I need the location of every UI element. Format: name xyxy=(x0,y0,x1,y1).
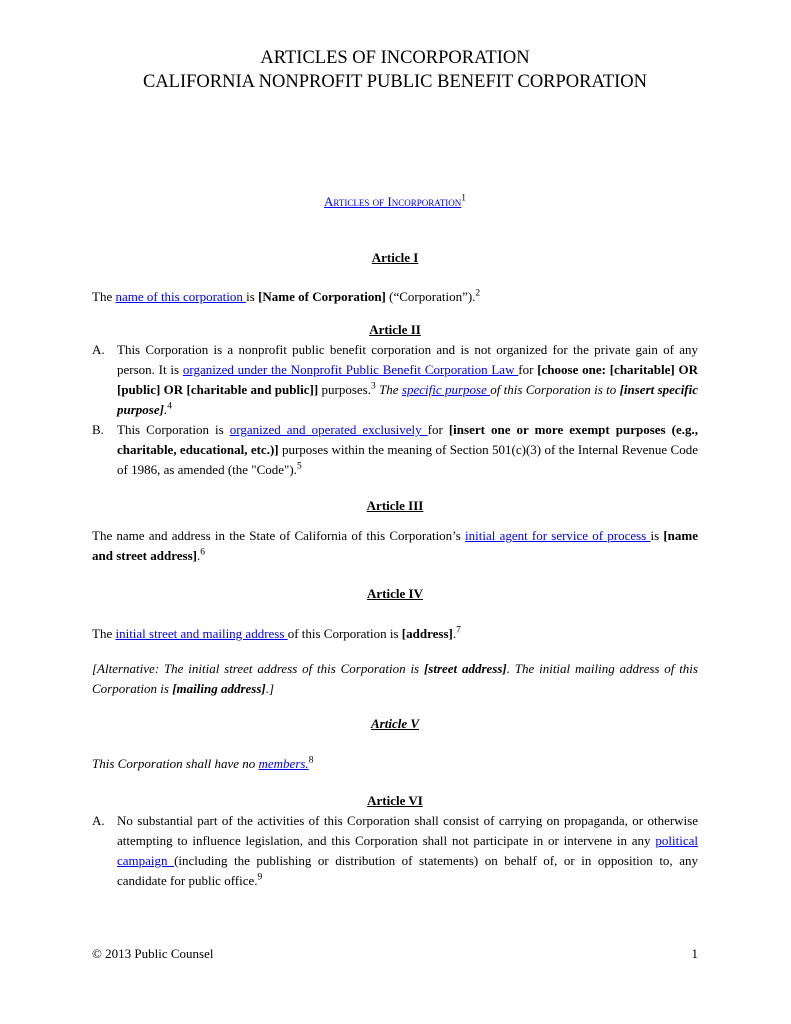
text-run: [insert specific purpose] xyxy=(117,382,699,417)
article-v-paragraph xyxy=(92,754,698,774)
hyperlink[interactable]: Articles of Incorporation xyxy=(324,194,462,209)
document-title-line1: ARTICLES OF INCORPORATION xyxy=(260,48,530,68)
heading-article-iv-text: Article IV xyxy=(367,586,423,601)
text-run: is xyxy=(246,289,259,304)
footnote-ref: 4 xyxy=(167,401,172,412)
document-title-line2: CALIFORNIA NONPROFIT PUBLIC BENEFIT CORPORATION xyxy=(142,72,648,92)
page-footer xyxy=(92,944,698,964)
text-run: (including the publishing or distribution of statements) on behalf of, or in opposition to, any candidate for public office. xyxy=(117,853,698,888)
text-run: (“Corporation”). xyxy=(385,289,476,304)
hyperlink[interactable]: specific purpose xyxy=(401,382,491,397)
text-run: The xyxy=(379,382,402,397)
footer-copyright: © 2013 Public Counsel xyxy=(92,946,214,961)
text-run: The xyxy=(92,626,116,641)
text-run: [name and street address] xyxy=(92,528,699,563)
article-ii-item-a-text xyxy=(117,342,698,417)
text-run: [Name of Corporation] xyxy=(258,289,386,304)
heading-article-iv xyxy=(92,584,698,604)
document-title xyxy=(92,46,698,94)
heading-article-ii xyxy=(92,320,698,340)
heading-article-vi xyxy=(92,791,698,811)
list-marker-a: A. xyxy=(92,813,105,828)
article-i-paragraph xyxy=(92,287,698,307)
article-iv-paragraph xyxy=(92,624,698,644)
hyperlink[interactable]: initial street and mailing address xyxy=(115,626,288,641)
text-run: for xyxy=(518,362,538,377)
heading-article-iii xyxy=(92,496,698,516)
text-run: [Alternative: The initial street address of this Corporation is xyxy=(92,661,424,676)
text-run: [address] xyxy=(401,626,453,641)
footnote-ref: 5 xyxy=(296,461,302,472)
heading-article-i xyxy=(92,248,698,268)
article-ii-item-b xyxy=(92,420,698,480)
hyperlink[interactable]: organized under the Nonprofit Public Benefit Corporation Law xyxy=(182,362,519,377)
text-run: This Corporation shall have no xyxy=(92,756,259,771)
hyperlink[interactable]: organized and operated exclusively xyxy=(229,422,428,437)
hyperlink[interactable]: political campaign xyxy=(117,833,698,868)
text-run: . The initial mailing address of this Corporation is xyxy=(92,661,698,696)
text-run: This Corporation is a nonprofit public benefit corporation and is not organized for the private gain of any person. It is xyxy=(117,342,698,377)
text-run: of this Corporation is xyxy=(287,626,402,641)
footnote-ref: 7 xyxy=(456,625,461,636)
text-run: for xyxy=(427,422,449,437)
footnote-ref: 1 xyxy=(461,193,466,204)
text-run: . xyxy=(163,402,168,417)
article-vi-item-a-text xyxy=(117,813,698,888)
text-run: [mailing address] xyxy=(172,681,266,696)
text-run: No substantial part of the activities of this Corporation shall consist of carrying on propaganda, or otherwise attempting to influence legislation, and this Corporation shall not participate in or intervene in any xyxy=(117,813,698,848)
heading-article-vi-text: Article VI xyxy=(367,793,423,808)
text-run: [street address] xyxy=(423,661,507,676)
text-run: .] xyxy=(265,681,275,696)
heading-article-iii-text: Article III xyxy=(366,498,424,513)
article-iv-alternative-paragraph xyxy=(92,659,698,699)
footnote-ref: 9 xyxy=(257,872,263,883)
hyperlink[interactable]: name of this corporation xyxy=(115,289,247,304)
text-run: of this Corporation is to xyxy=(490,382,620,397)
footnote-ref: 3 xyxy=(370,381,376,392)
heading-article-v-text: Article V xyxy=(370,716,420,731)
hyperlink[interactable]: members. xyxy=(258,756,309,771)
footnote-ref: 2 xyxy=(475,288,481,299)
text-run: The name and address in the State of California of this Corporation’s xyxy=(92,528,466,543)
article-iii-paragraph xyxy=(92,526,698,566)
article-ii-item-b-text xyxy=(117,422,698,477)
heading-article-ii-text: Article II xyxy=(369,322,421,337)
text-run: [insert one or more exempt purposes (e.g., charitable, educational, etc.)] xyxy=(117,422,698,457)
text-run: . xyxy=(452,626,457,641)
hyperlink[interactable]: initial agent for service of process xyxy=(465,528,651,543)
footnote-ref: 8 xyxy=(308,755,314,766)
heading-article-v xyxy=(92,714,698,734)
text-run: . xyxy=(196,548,201,563)
text-run: is xyxy=(650,528,664,543)
list-marker-a: A. xyxy=(92,342,105,357)
text-run: [choose one: [charitable] OR [public] OR [charitable and public]] xyxy=(117,362,698,397)
text-run: purposes. xyxy=(318,382,371,397)
articles-of-incorporation-link-heading xyxy=(92,192,698,212)
text-run: The xyxy=(92,289,116,304)
text-run: purposes within the meaning of Section 501(c)(3) of the Internal Revenue Code of 1986, as amended (the "Code"). xyxy=(117,442,698,477)
footer-page-number: 1 xyxy=(691,946,698,961)
article-ii-item-a xyxy=(92,340,698,420)
footnote-ref: 6 xyxy=(200,547,205,558)
heading-article-i-text: Article I xyxy=(371,250,419,265)
article-vi-item-a xyxy=(92,811,698,891)
text-run: This Corporation is xyxy=(117,422,230,437)
list-marker-b: B. xyxy=(92,422,104,437)
